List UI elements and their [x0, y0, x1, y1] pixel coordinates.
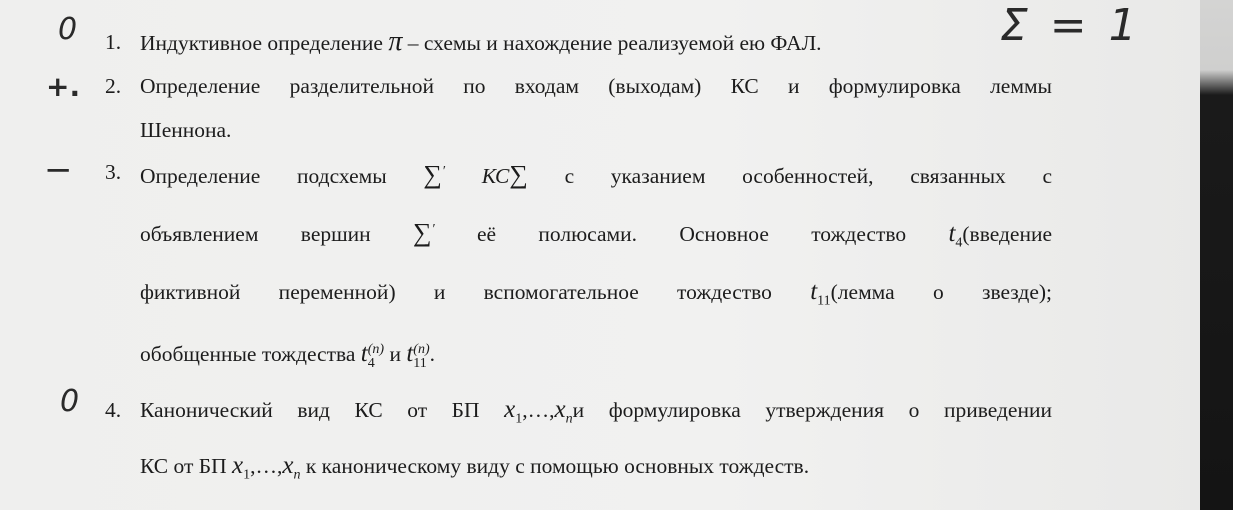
item-3-l3-text-b: (лемма о звезде);	[830, 280, 1053, 304]
x-vector-formula-2: $x_1,\dots,x_n$	[232, 452, 301, 483]
item-3-l2-text-a: объявлением вершин	[140, 222, 371, 247]
item-3-l1-text-a: Определение подсхемы	[140, 164, 387, 189]
t4n-formula: t (n) 4	[360, 340, 385, 371]
item-4-l1-text-b: и формулировка утверждения о приведении	[572, 398, 1052, 422]
x-vector-formula: $x_1,\dots,x_n$	[504, 396, 573, 427]
item-4-number: 4.	[105, 398, 122, 422]
item-3-l2-text-c: (введение	[962, 222, 1053, 247]
item-4-line-2	[140, 452, 809, 489]
handwritten-score: Σ = 1	[1000, 0, 1141, 51]
item-3-l2-text-b: её полюсами. Основное тождество	[476, 222, 907, 247]
item-1-line	[140, 28, 822, 57]
item-4-line-1	[140, 396, 1052, 433]
item-3-l3-text-a: фиктивной переменной) и вспомогательное тождество	[140, 280, 772, 304]
item-3-line-3	[140, 278, 1052, 315]
t11-formula: $t_{11}$	[810, 278, 831, 309]
handwritten-mark-3: −	[44, 150, 73, 190]
item-3-line-1	[140, 158, 1052, 190]
item-3-line-2	[140, 216, 1052, 257]
t11n-formula: t (n) 11	[406, 340, 430, 371]
handwritten-mark-1: 0	[58, 12, 78, 47]
item-4-l2-text-b: к каноническому виду с помощью основных тождеств.	[305, 454, 810, 478]
handwritten-mark-4: 0	[60, 384, 80, 419]
item-1-text-b: – схемы и нахождение реализуемой ею ФАЛ.	[407, 31, 822, 55]
and-word: и	[389, 342, 401, 366]
item-4-l1-text-a: Канонический вид КС от БП	[140, 398, 480, 422]
item-3-l1-text-b: с указанием особенностей, связанных с	[564, 164, 1053, 189]
item-1-number: 1.	[105, 30, 122, 54]
t4-formula: $t_4$	[948, 220, 963, 251]
item-4-l2-text-a: КС от БП	[140, 454, 227, 478]
item-2-line-2: Шеннона.	[140, 118, 232, 142]
handwritten-mark-2: +.	[46, 70, 81, 103]
scan-edge	[1200, 0, 1233, 510]
sigma-prime-formula: ∑′	[413, 218, 435, 248]
item-3-number: 3.	[105, 160, 122, 184]
item-1-text-a: Индуктивное определение	[140, 31, 383, 55]
item-2-number: 2.	[105, 74, 122, 98]
item-3-l4-end: .	[429, 342, 435, 366]
pi-symbol: π	[388, 26, 403, 57]
item-3-line-4	[140, 340, 435, 371]
subscheme-formula: ∑′ КС∑	[423, 160, 528, 190]
item-3-l4-text-a: обобщенные тождества	[140, 342, 356, 366]
item-2-line-1: Определение разделительной по входам (выходам) КС и формулировка леммы	[140, 74, 1052, 98]
